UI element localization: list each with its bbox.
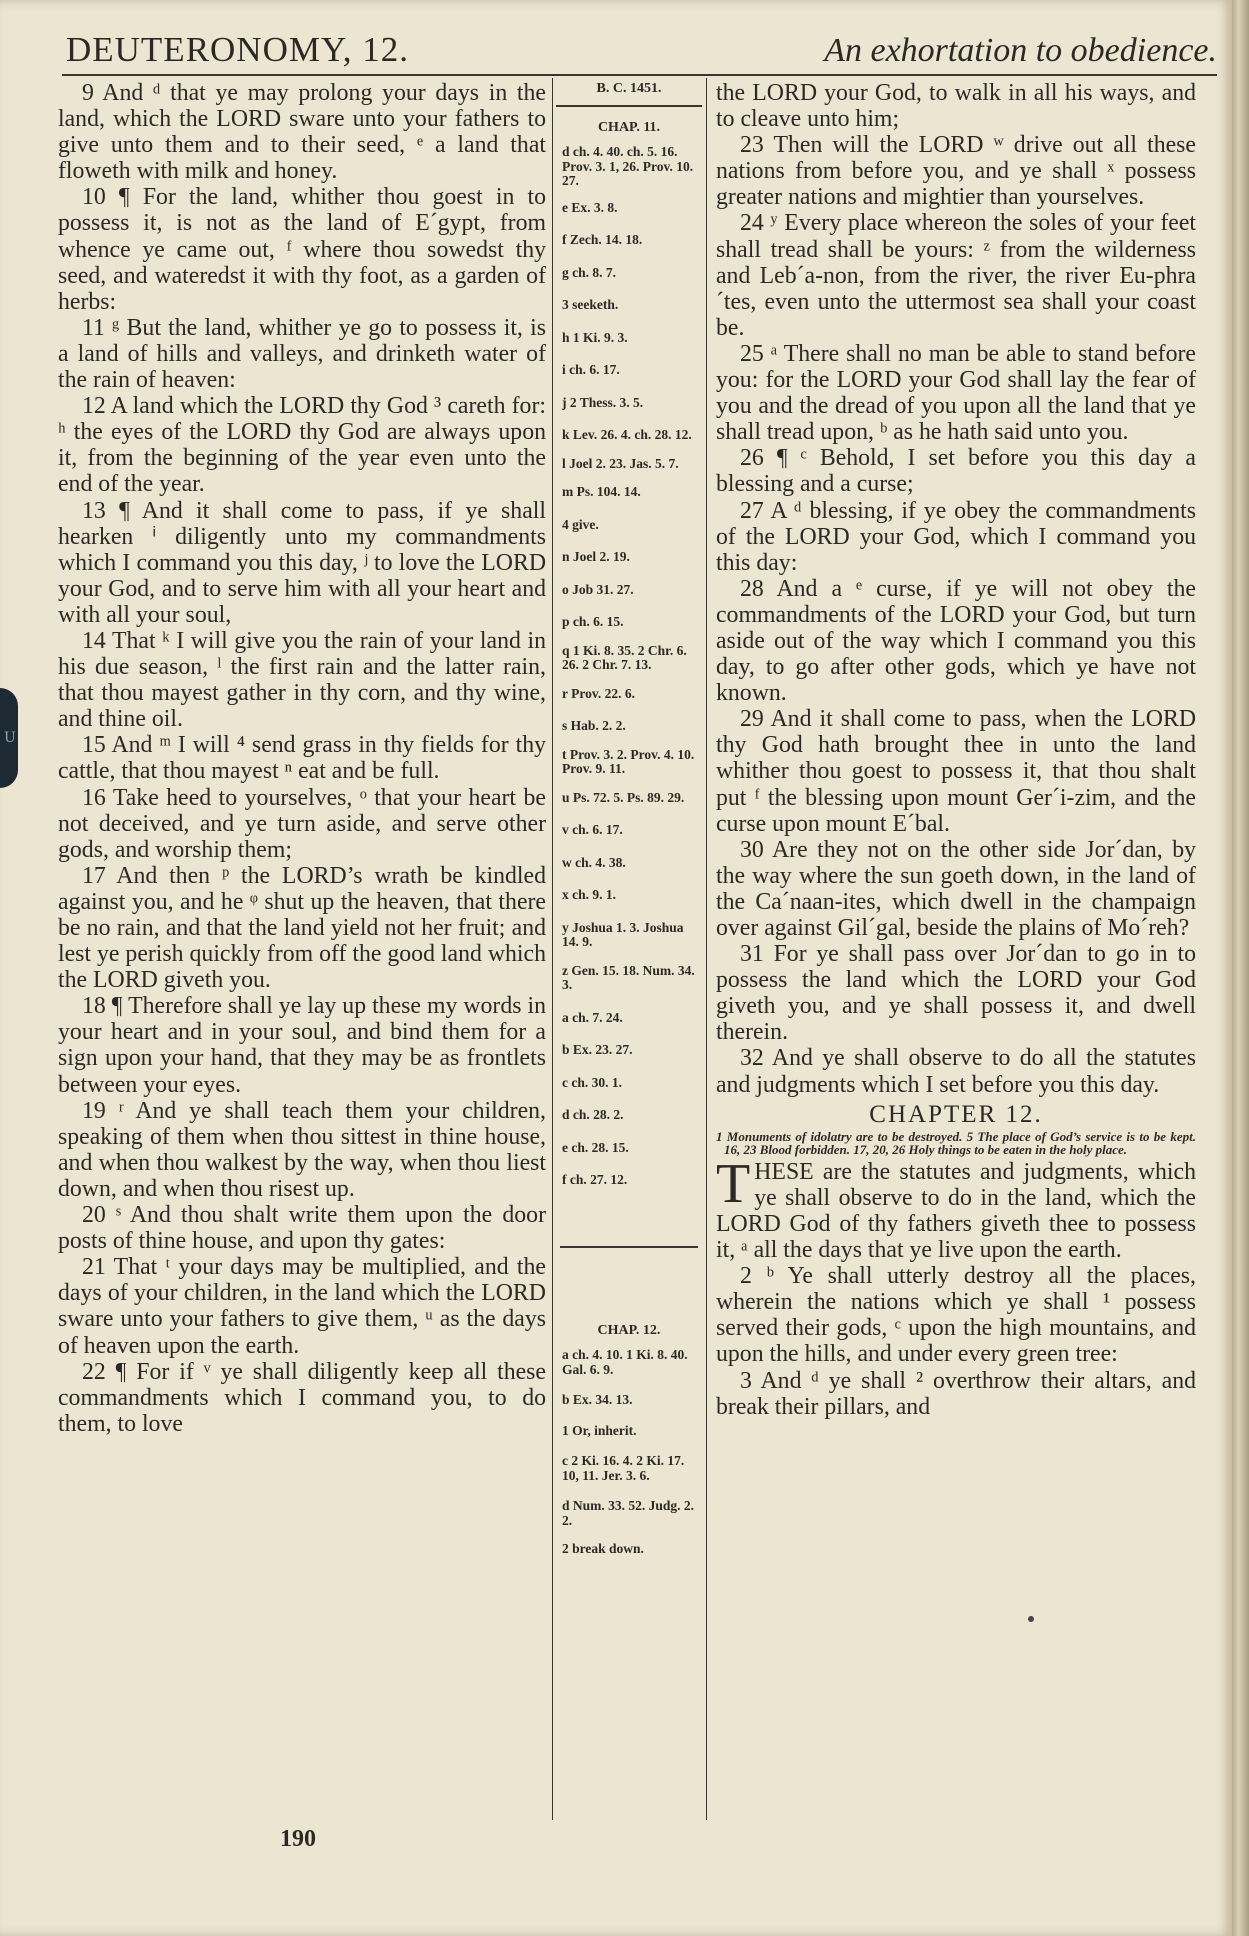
cross-reference: p ch. 6. 15. — [562, 614, 624, 629]
verse: 18 ¶ Therefore shall ye lay up these my words in your heart and in your soul, and bind them for a sign upon your hand, that they may be as frontlets between your eyes. — [58, 993, 546, 1098]
chapter-12-refs-heading: CHAP. 12. — [597, 1322, 661, 1338]
right-text-column — [716, 80, 1196, 1420]
cross-reference: o Job 31. 27. — [562, 581, 634, 597]
cross-reference: d ch. 4. 40. ch. 5. 16. Prov. 3. 1, 26. Prov. 10. 27. — [562, 144, 694, 188]
verse: the LORD your God, to walk in all his ways, and to cleave unto him; — [716, 80, 1196, 133]
reference-divider — [560, 1246, 698, 1248]
cross-reference: f ch. 27. 12. — [562, 1172, 628, 1187]
thumb-index-tab — [0, 688, 18, 788]
cross-reference: f Zech. 14. 18. — [562, 232, 643, 247]
page-topic: An exhortation to obedience. — [824, 32, 1217, 69]
verse: 15 And ᵐ I will ⁴ send grass in thy fields for thy cattle, that thou mayest ⁿ eat and be full. — [58, 732, 546, 785]
cross-reference: y Joshua 1. 3. Joshua 14. 9. — [562, 919, 684, 949]
verse: 16 Take heed to yourselves, ᵒ that your heart be not deceived, and ye turn aside, and serve other gods, and worship them; — [58, 784, 546, 863]
verse: 13 ¶ And it shall come to pass, if ye shall hearken ⁱ diligently unto my commandments which I command you this day, ʲ to love the LORD your God, and to serve him with all your heart and with all your soul, — [58, 497, 546, 628]
chapter-heading: CHAPTER 12. — [869, 1100, 1043, 1128]
cross-reference: q 1 Ki. 8. 35. 2 Chr. 6. 26. 2 Chr. 7. 13. — [562, 642, 687, 672]
cross-reference: 1 Or, inherit. — [562, 1422, 637, 1438]
column-divider-right — [706, 78, 707, 1820]
column-divider-left — [552, 78, 553, 1820]
cross-reference: x ch. 9. 1. — [562, 887, 616, 902]
book-title: DEUTERONOMY, 12. — [66, 30, 409, 69]
verse: 32 And ye shall observe to do all the statutes and judgments which I set before you this day. — [716, 1045, 1196, 1098]
verse: 25 ᵃ There shall no man be able to stand before you: for the LORD your God shall lay the fear of you and the dread of you upon all the land that ye shall tread upon, ᵇ as he hath said unto you. — [716, 340, 1196, 446]
chapter-summary: 1 Monuments of idolatry are to be destroyed. 5 The place of God’s service is to be kept. 16, 23 Blood forbidden. 17, 20, 26 Holy things to be eaten in the holy place. — [716, 1128, 1196, 1158]
cross-reference: e Ex. 3. 8. — [562, 199, 618, 215]
cross-reference: b Ex. 23. 27. — [562, 1042, 633, 1057]
verse: 19 ʳ And ye shall teach them your children, speaking of them when thou sittest in thine house, and when thou walkest by the way, when thou liest down, and when thou risest up. — [58, 1097, 546, 1202]
verse: 26 ¶ ᶜ Behold, I set before you this day a blessing and a curse; — [716, 445, 1196, 498]
verse: 9 And ᵈ that ye may prolong your days in the land, which the LORD sware unto your fathers to give unto them and to their seed, ᵉ a land that floweth with milk and honey. — [58, 80, 546, 185]
cross-reference: l Joel 2. 23. Jas. 5. 7. — [562, 455, 679, 471]
verse: THESE are the statutes and judgments, which ye shall observe to do in the land, which the LORD God of thy fathers giveth thee to possess it, ᵃ all the days that ye live upon the earth. — [716, 1152, 1196, 1264]
verse: 24 ʸ Every place whereon the soles of your feet shall tread shall be yours: ᶻ from the wilderness and Leb´a-non, from the river, the river Eu-phra´tes, even unto the uttermost sea shall your coast be. — [716, 210, 1196, 341]
verse: 2 ᵇ Ye shall utterly destroy all the places, wherein the nations which ye shall ¹ possess served their gods, ᶜ upon the high mountains, and upon the hills, and under every green tree: — [716, 1263, 1196, 1368]
cross-reference: j 2 Thess. 3. 5. — [562, 394, 644, 410]
cross-reference: u Ps. 72. 5. Ps. 89. 29. — [562, 789, 685, 805]
verse: 20 ˢ And thou shalt write them upon the door posts of thine house, and upon thy gates: — [58, 1202, 546, 1255]
cross-reference: n Joel 2. 19. — [562, 549, 630, 564]
date-marker: B. C. 1451. — [556, 78, 702, 107]
ink-speck — [1028, 1616, 1034, 1622]
cross-reference: c ch. 30. 1. — [562, 1074, 622, 1090]
cross-reference: a ch. 7. 24. — [562, 1009, 623, 1025]
cross-reference: g ch. 8. 7. — [562, 264, 616, 280]
page-number: 190 — [280, 1826, 316, 1852]
verse: 22 ¶ For if ᵛ ye shall diligently keep all these commandments which I command you, to do them, to love — [58, 1358, 546, 1437]
cross-reference: t Prov. 3. 2. Prov. 4. 10. Prov. 9. 11. — [562, 746, 695, 776]
cross-reference: e ch. 28. 15. — [562, 1139, 629, 1155]
cross-reference: a ch. 4. 10. 1 Ki. 8. 40. Gal. 6. 9. — [562, 1347, 688, 1377]
cross-reference: d ch. 28. 2. — [562, 1107, 624, 1122]
verse: 27 A ᵈ blessing, if ye obey the commandments of the LORD your God, which I command you this day: — [716, 497, 1196, 576]
cross-reference: b Ex. 34. 13. — [562, 1392, 633, 1407]
left-text-column — [58, 80, 546, 1437]
cross-reference: s Hab. 2. 2. — [562, 718, 626, 733]
reference-column — [556, 78, 702, 1557]
verse: 28 And a ᵉ curse, if ye will not obey the commandments of the LORD your God, but turn aside out of the way which I command you this day, to go after other gods, which ye have not known. — [716, 575, 1196, 707]
cross-reference: 4 give. — [562, 516, 599, 532]
running-header — [62, 28, 1217, 76]
cross-reference: 2 break down. — [562, 1541, 644, 1556]
verse: 29 And it shall come to pass, when the LORD thy God hath brought thee in unto the land whither thou goest to possess it, that thou shalt put ᶠ the blessing upon mount Ger´i-zim, and the curse upon mount E´bal. — [716, 706, 1196, 837]
cross-reference: v ch. 6. 17. — [562, 822, 623, 837]
page-edge — [1232, 0, 1249, 1936]
cross-reference: w ch. 4. 38. — [562, 854, 626, 870]
verse: 31 For ye shall pass over Jor´dan to go in to possess the land which the LORD your God giveth you, and ye shall possess it, and dwell therein. — [716, 941, 1196, 1046]
verse: 30 Are they not on the other side Jor´dan, by the way where the sun goeth down, in the land of the Ca´naan-ites, which dwell in the champaign over against Gil´gal, beside the plains of Mo´reh? — [716, 836, 1196, 941]
verse: 11 ᵍ But the land, whither ye go to possess it, is a land of hills and valleys, and drinketh water of the rain of heaven: — [58, 314, 546, 394]
cross-reference: h 1 Ki. 9. 3. — [562, 329, 628, 345]
cross-reference: i ch. 6. 17. — [562, 362, 620, 377]
verse: 23 Then will the LORD ʷ drive out all these nations from before you, and ye shall ˣ possess greater nations and mightier than yourselves. — [716, 132, 1196, 211]
cross-reference: r Prov. 22. 6. — [562, 685, 635, 701]
verse: 17 And then ᵖ the LORD’s wrath be kindled against you, and he ᵠ shut up the heaven, that there be no rain, and that the land yield not her fruit; and lest ye perish quickly from off the good land which the LORD giveth you. — [58, 862, 546, 994]
verse: 12 A land which the LORD thy God ³ careth for: ʰ the eyes of the LORD thy God are always upon it, from the beginning of the year even unto the end of the year. — [58, 393, 546, 498]
thumb-index-letter: U — [4, 730, 16, 746]
verse: 3 And ᵈ ye shall ² overthrow their altars, and break their pillars, and — [716, 1367, 1196, 1420]
verse: 21 That ᵗ your days may be multiplied, and the days of your children, in the land which the LORD sware unto your fathers to give them, ᵘ as the days of heaven upon the earth. — [58, 1254, 546, 1359]
cross-reference: 3 seeketh. — [562, 297, 619, 312]
cross-reference: d Num. 33. 52. Judg. 2. 2. — [562, 1498, 695, 1528]
verse: 10 ¶ For the land, whither thou goest in to possess it, is not as the land of E´gypt, from whence ye came out, ᶠ where thou sowedst thy seed, and wateredst it with thy foot, as a garden of herbs: — [58, 184, 546, 315]
cross-reference: z Gen. 15. 18. Num. 34. 3. — [562, 962, 695, 992]
chapter-11-refs-heading: CHAP. 11. — [597, 119, 661, 135]
cross-reference: m Ps. 104. 14. — [562, 484, 641, 499]
cross-reference: k Lev. 26. 4. ch. 28. 12. — [562, 427, 692, 442]
verse: 14 That ᵏ I will give you the rain of your land in his due season, ˡ the first rain and the latter rain, that thou mayest gather in thy corn, and thy wine, and thine oil. — [58, 627, 546, 733]
cross-reference: c 2 Ki. 16. 4. 2 Ki. 17. 10, 11. Jer. 3. 6. — [562, 1453, 685, 1483]
